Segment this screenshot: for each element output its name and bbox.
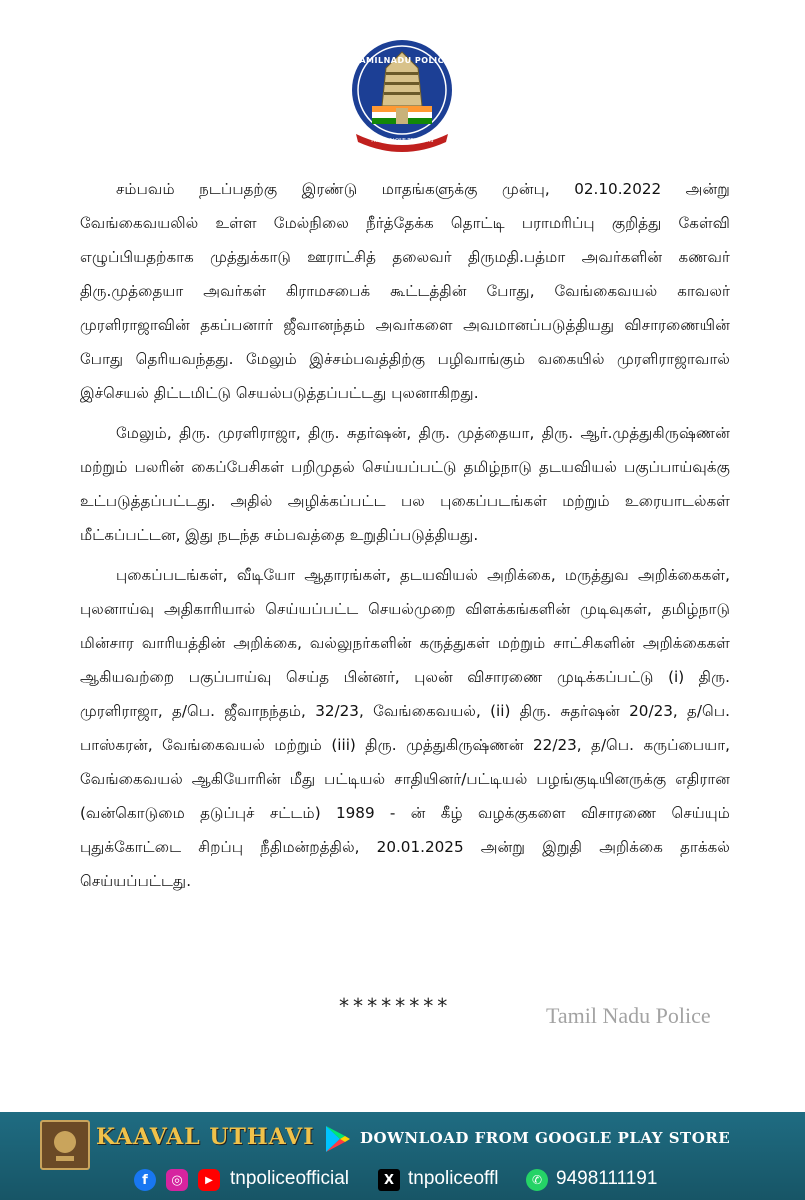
social-handle-primary[interactable]: tnpoliceofficial [230,1168,350,1189]
whatsapp-icon[interactable]: ✆ [526,1169,548,1191]
tamilnadu-police-logo [342,38,462,158]
logo-motto-text: TRUTH ALONE TRIUMPHS [370,138,434,144]
footer-social-row [0,1160,805,1200]
paragraph-1: சம்பவம் நடப்பதற்கு இரண்டு மாதங்களுக்கு முன்பு, 02.10.2022 அன்று வேங்கைவயலில் உள்ள மேல்நிலை நீர்த்தேக்க தொட்டி பராமரிப்பு குறித்து கேள்வி எழுப்பியதற்காக முத்துக்காடு ஊராட்சித் தலைவர் திருமதி.பத்மா அவர்களின் கணவர் திரு.முத்தையா அவர்கள் கிராமசபைக் கூட்டத்தின் போது, வேங்கைவயல் காவலர் முரளிராஜாவின் தகப்பனார் ஜீவானந்தம் அவர்களை அவமானப்படுத்தியது விசாரணையின் போது தெரியவந்தது. மேலும் இச்சம்பவத்திற்கு பழிவாங்கும் வகையில் முரளிராஜாவால் இச்செயல் திட்டமிட்டு செயல்படுத்தப்பட்டது புலனாகிறது. [80,180,730,402]
logo-top-text: TAMILNADU POLICE [354,56,450,65]
x-handle[interactable]: tnpoliceoffl [408,1168,499,1189]
footer-top-row [0,1112,805,1162]
document-body [80,172,730,898]
footer-banner [0,1112,805,1200]
google-play-icon[interactable] [322,1124,352,1154]
paragraph-3: புகைப்படங்கள், வீடியோ ஆதாரங்கள், தடயவியல் அறிக்கை, மருத்துவ அறிக்கைகள், புலனாய்வு அதிகாரியால் செய்யப்பட்ட செயல்முறை விளக்கங்களின் முடிவுகள், தமிழ்நாடு மின்சார வாரியத்தின் அறிக்கை, வல்லுநர்களின் கருத்துகள் மற்றும் சாட்சிகளின் அறிக்கைகள் ஆகியவற்றை பகுப்பாய்வு செய்த பின்னர், புலன் விசாரணை முடிக்கப்பட்டு (i) திரு. முரளிராஜா, த/பெ. ஜீவாநந்தம், 32/23, வேங்கைவயல், (ii) திரு. சுதர்ஷன் 20/23, த/பெ. பாஸ்கரன், வேங்கைவயல் மற்றும் (iii) திரு. முத்துகிருஷ்ணன் 22/23, த/பெ. கருப்பையா, வேங்கைவயல் ஆகியோரின் மீது பட்டியல் சாதியினர்/பட்டியல் பழங்குடியினருக்கு எதிரான (வன்கொடுமை தடுப்புச் சட்டம்) 1989 - ன் கீழ் வழக்குகளை விசாரணை செய்யும் புதுக்கோட்டை சிறப்பு நீதிமன்றத்தில், 20.01.2025 அன்று இறுதி அறிக்கை தாக்கல் செய்யப்பட்டது. [80,566,730,890]
x-twitter-icon[interactable]: X [378,1169,400,1191]
facebook-icon[interactable]: f [134,1169,156,1191]
download-store-text[interactable]: DOWNLOAD FROM GOOGLE PLAY STORE [360,1129,731,1147]
watermark-text: Tamil Nadu Police [546,1003,711,1028]
youtube-icon[interactable]: ▶ [198,1169,220,1191]
instagram-icon[interactable]: ◎ [166,1169,188,1191]
separator-stars: ******** [338,994,451,1018]
paragraph-2: மேலும், திரு. முரளிராஜா, திரு. சுதர்ஷன், திரு. முத்தையா, திரு. ஆர்.முத்துகிருஷ்ணன் மற்றும் பலரின் கைப்பேசிகள் பறிமுதல் செய்யப்பட்டு தமிழ்நாடு தடயவியல் பகுப்பாய்வுக்கு உட்படுத்தப்பட்டது. அதில் அழிக்கப்பட்ட பல புகைப்படங்கள் மற்றும் உரையாடல்கள் மீட்கப்பட்டன, இது நடந்த சம்பவத்தை உறுதிப்படுத்தியது. [80,424,730,544]
app-name: KAAVAL UTHAVI [96,1124,315,1150]
whatsapp-number[interactable]: 9498111191 [556,1168,658,1189]
